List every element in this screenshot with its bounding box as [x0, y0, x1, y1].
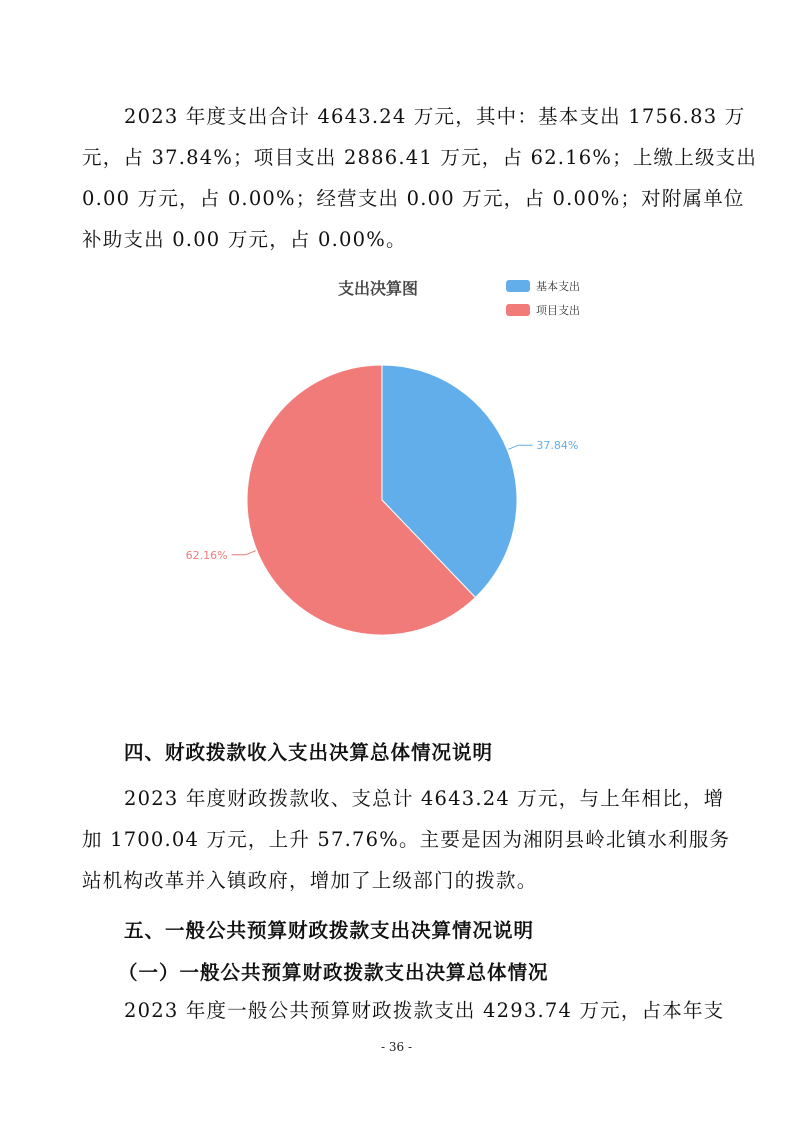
- legend-label-0: 基本支出: [536, 280, 580, 293]
- chart-title: 支出决算图: [338, 279, 419, 298]
- section-5-subheading: （一）一般公共预算财政拨款支出决算总体情况: [118, 961, 549, 984]
- legend-swatch-0: [506, 280, 530, 292]
- expenditure-pie-chart: [170, 268, 630, 668]
- paragraph-line: 站机构改革并入镇政府，增加了上级部门的拨款。: [82, 869, 538, 892]
- pie-leader-line-0: [508, 445, 532, 449]
- pie-label-0: 37.84%: [536, 439, 579, 453]
- paragraph-line: 2023 年度一般公共预算财政拨款支出 4293.74 万元，占本年支: [124, 999, 725, 1022]
- pie-label-1: 62.16%: [185, 548, 228, 562]
- paragraph-line: 加 1700.04 万元，上升 57.76%。主要是因为湘阴县岭北镇水利服务: [82, 828, 731, 851]
- pie-slices: [186, 365, 579, 635]
- paragraph-line: 2023 年度支出合计 4643.24 万元，其中：基本支出 1756.83 万: [124, 105, 746, 128]
- page-number: - 36 -: [380, 1040, 412, 1054]
- paragraph-line: 元，占 37.84%；项目支出 2886.41 万元，占 62.16%；上缴上级支出: [82, 146, 758, 169]
- section-5-paragraph: [82, 990, 725, 1031]
- expenditure-summary-paragraph: [82, 96, 758, 260]
- paragraph-line: 0.00 万元，占 0.00%；经营支出 0.00 万元，占 0.00%；对附属单位: [82, 187, 745, 210]
- paragraph-line: 补助支出 0.00 万元，占 0.00%。: [82, 228, 407, 251]
- chart-legend: [506, 279, 580, 317]
- legend-swatch-1: [506, 304, 530, 316]
- section-4-heading: 四、财政拨款收入支出决算总体情况说明: [124, 741, 494, 764]
- legend-label-1: 项目支出: [536, 304, 580, 317]
- section-4-paragraph: [82, 778, 731, 901]
- paragraph-line: 2023 年度财政拨款收、支总计 4643.24 万元，与上年相比，增: [124, 787, 725, 810]
- pie-leader-line-1: [232, 551, 256, 555]
- section-5-heading: 五、一般公共预算财政拨款支出决算情况说明: [124, 919, 535, 942]
